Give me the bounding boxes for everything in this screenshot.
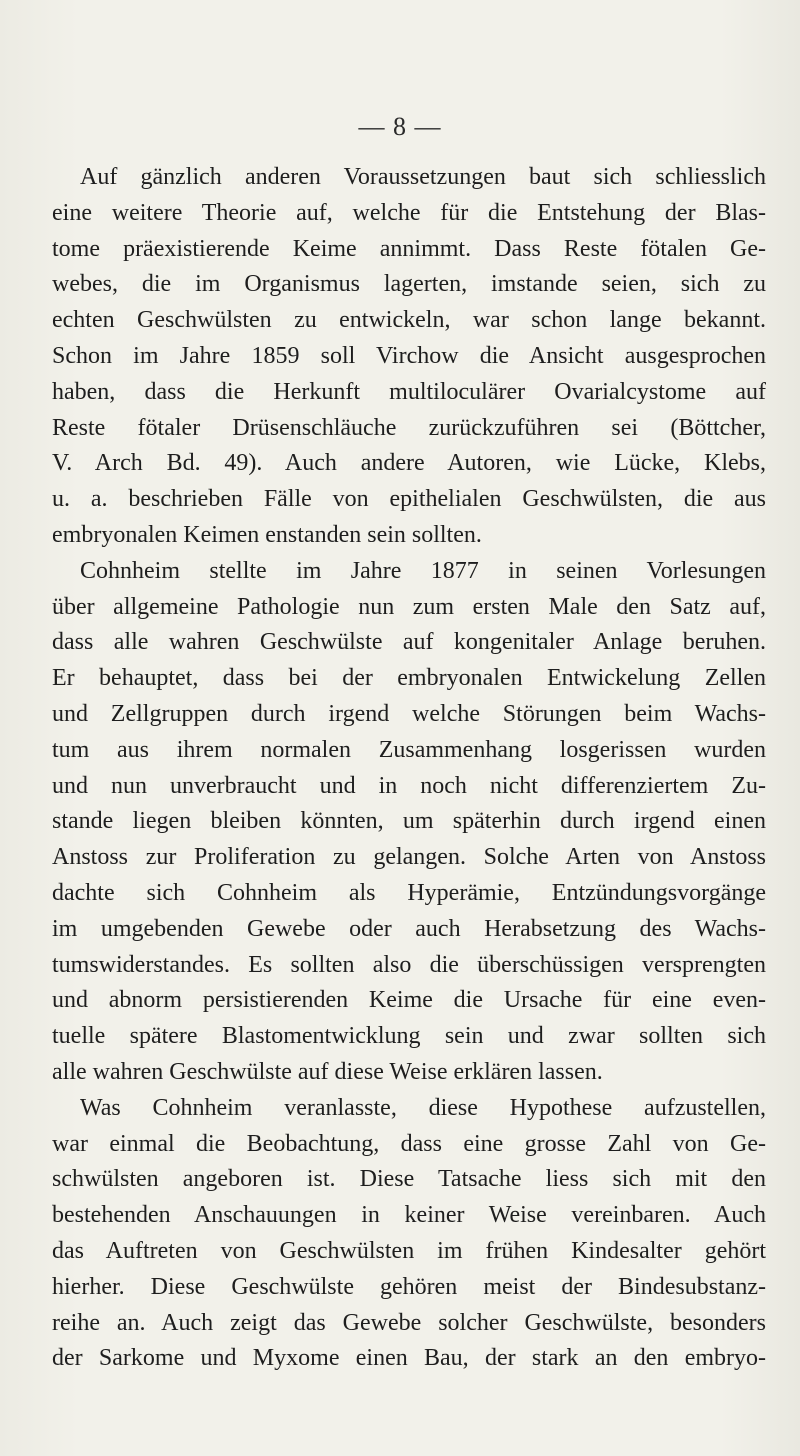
text-line: Reste fötaler Drüsenschläuche zurückzuführen sei (Böttcher, bbox=[52, 414, 766, 441]
text-line: Cohnheim stellte im Jahre 1877 in seinen Vorlesungen bbox=[80, 557, 766, 584]
text-line: reihe an. Auch zeigt das Gewebe solcher Geschwülste, besonders bbox=[52, 1309, 766, 1336]
text-line: echten Geschwülsten zu entwickeln, war schon lange bekannt. bbox=[52, 307, 766, 334]
text-line: Auf gänzlich anderen Voraussetzungen baut sich schliesslich bbox=[80, 164, 766, 190]
text-line: und abnorm persistierenden Keime die Ursache für eine even- bbox=[52, 987, 766, 1014]
text-line: bestehenden Anschauungen in keiner Weise vereinbaren. Auch bbox=[52, 1202, 766, 1229]
text-line: Was Cohnheim veranlasste, diese Hypothese aufzustellen, bbox=[80, 1094, 766, 1121]
text-line: Er behauptet, dass bei der embryonalen Entwickelung Zellen bbox=[52, 665, 766, 692]
text-line: V. Arch Bd. 49). Auch andere Autoren, wie Lücke, Klebs, bbox=[52, 450, 766, 477]
text-line: dachte sich Cohnheim als Hyperämie, Entzündungsvorgänge bbox=[52, 879, 766, 906]
text-line: haben, dass die Herkunft multiloculärer Ovarialcystome auf bbox=[52, 378, 766, 405]
text-line: stande liegen bleiben könnten, um späterhin durch irgend einen bbox=[52, 808, 766, 835]
text-line: dass alle wahren Geschwülste auf kongenitaler Anlage beruhen. bbox=[52, 629, 766, 656]
text-line: und Zellgruppen durch irgend welche Störungen beim Wachs- bbox=[52, 700, 766, 727]
text-line: und nun unverbraucht und in noch nicht differenziertem Zu- bbox=[52, 772, 766, 799]
text-line: das Auftreten von Geschwülsten im frühen Kindesalter gehört bbox=[52, 1237, 766, 1264]
text-line: eine weitere Theorie auf, welche für die Entstehung der Blas- bbox=[52, 199, 766, 226]
text-line: tumswiderstandes. Es sollten also die überschüssigen versprengten bbox=[52, 951, 766, 978]
text-line: u. a. beschrieben Fälle von epithelialen Geschwülsten, die aus bbox=[52, 486, 766, 513]
text-line: tuelle spätere Blastomentwicklung sein und zwar sollten sich bbox=[52, 1023, 766, 1050]
text-line: schwülsten angeboren ist. Diese Tatsache liess sich mit den bbox=[52, 1166, 766, 1193]
body-text bbox=[52, 160, 766, 1377]
text-line: alle wahren Geschwülste auf diese Weise erklären lassen. bbox=[52, 1058, 603, 1085]
text-line: im umgebenden Gewebe oder auch Herabsetzung des Wachs- bbox=[52, 915, 766, 942]
text-line: der Sarkome und Myxome einen Bau, der stark an den embryo- bbox=[52, 1345, 766, 1372]
text-line: war einmal die Beobachtung, dass eine grosse Zahl von Ge- bbox=[52, 1130, 766, 1157]
text-line: hierher. Diese Geschwülste gehören meist der Bindesubstanz- bbox=[52, 1273, 766, 1300]
text-line: tum aus ihrem normalen Zusammenhang losgerissen wurden bbox=[52, 736, 766, 763]
text-line: Schon im Jahre 1859 soll Virchow die Ansicht ausgesprochen bbox=[52, 342, 766, 369]
page-number: — 8 — bbox=[358, 112, 442, 141]
text-line: über allgemeine Pathologie nun zum ersten Male den Satz auf, bbox=[52, 593, 766, 620]
text-line: Anstoss zur Proliferation zu gelangen. Solche Arten von Anstoss bbox=[52, 844, 766, 871]
text-line: tome präexistierende Keime annimmt. Dass Reste fötalen Ge- bbox=[52, 235, 766, 262]
text-line: embryonalen Keimen enstanden sein sollten. bbox=[52, 521, 482, 548]
text-line: webes, die im Organismus lagerten, imstande seien, sich zu bbox=[52, 271, 766, 298]
